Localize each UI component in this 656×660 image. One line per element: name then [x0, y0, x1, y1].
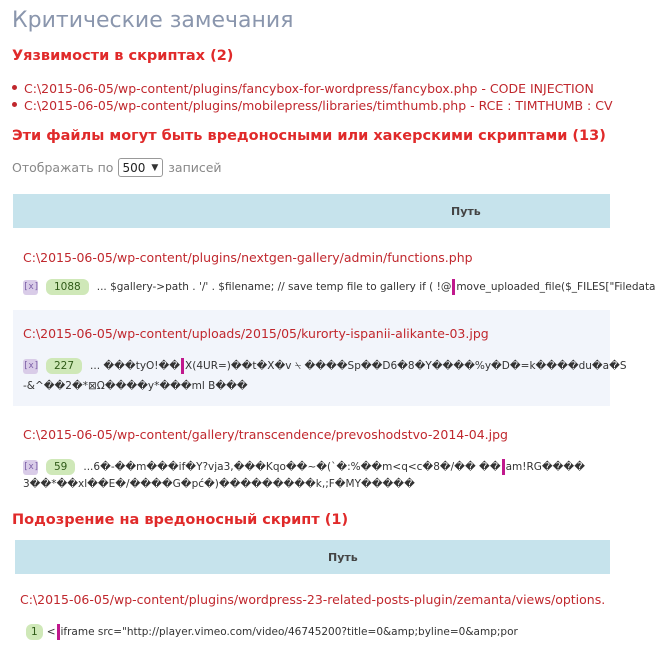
show-suffix-label: записей — [168, 160, 222, 175]
file-path-link[interactable]: C:\2015-06-05/wp-content/uploads/2015/05/kurorty-ispanii-alikante-03.jpg — [23, 326, 489, 341]
code-text: < — [46, 626, 56, 638]
vulnerability-item[interactable]: C:\2015-06-05/wp-content/plugins/fancybox-for-wordpress/fancybox.php - CODE INJECTION — [12, 80, 610, 97]
code-snippet — [26, 622, 518, 642]
code-snippet — [23, 277, 656, 297]
bullet-icon — [12, 102, 17, 107]
line-number-badge[interactable]: 59 — [46, 459, 75, 475]
code-match-text: am!RG���� — [505, 461, 585, 473]
vulnerability-item[interactable]: C:\2015-06-05/wp-content/plugins/mobilepress/libraries/timthumb.php - RCE : TIMTHUMB : CV — [12, 97, 610, 114]
code-text-continued: -&^��2�*⊠Ω����y*���ml B��� — [23, 380, 248, 392]
chevron-down-icon: ▼ — [151, 162, 159, 173]
match-marker — [57, 624, 60, 640]
code-snippet — [23, 457, 585, 477]
match-marker — [181, 358, 184, 374]
show-prefix-label: Отображать по — [12, 160, 114, 175]
code-text: ... $gallery->path . '/' . $filename; // save temp file to gallery if ( !@ — [96, 281, 452, 293]
table-row — [13, 310, 627, 406]
delete-icon[interactable]: [x] — [23, 460, 38, 475]
code-snippet — [23, 356, 627, 376]
vulnerabilities-heading: Уязвимости в скриптах (2) — [12, 48, 234, 64]
code-text: ...6�-��m���if�Y?vja3,���Kqo��~�(`�:%��m<q<c�8�/�� �� — [83, 461, 501, 473]
code-match-text: iframe src="http://player.vimeo.com/video/46745200?title=0&amp;byline=0&amp;por — [60, 626, 518, 638]
code-match-text: X(4UR=)��t�X�v ⍀ ����Sp��D6�8�Y����%y�D�=k����du�a�S — [185, 359, 627, 372]
suspicious-script-heading: Подозрение на вредоносный скрипт (1) — [12, 512, 349, 528]
code-text: ... ���tyO!�� — [90, 360, 181, 372]
page-title: Критические замечания — [12, 8, 294, 33]
delete-icon[interactable]: [x] — [23, 280, 38, 295]
malicious-table-header[interactable] — [13, 194, 610, 228]
table-row — [13, 580, 610, 660]
file-path-link[interactable]: C:\2015-06-05/wp-content/plugins/wordpress-23-related-posts-plugin/zemanta/views/options. — [20, 592, 606, 607]
column-header-path[interactable]: Путь — [328, 551, 358, 564]
table-row — [13, 238, 656, 308]
line-number-badge[interactable]: 1088 — [46, 279, 89, 295]
line-number-badge[interactable]: 1 — [26, 624, 43, 640]
malicious-files-heading: Эти файлы могут быть вредоносными или хакерскими скриптами (13) — [12, 128, 606, 144]
code-match-text: move_uploaded_file($_FILES["Filedata — [456, 281, 656, 293]
vulnerability-list — [12, 80, 613, 114]
bullet-icon — [12, 85, 17, 90]
delete-icon[interactable]: [x] — [23, 359, 38, 374]
suspicious-table-header[interactable] — [15, 540, 610, 574]
code-text-continued: 3��*��xl��E�/����G�pć�)���������k,;F�MY����� — [23, 478, 415, 490]
line-number-badge[interactable]: 227 — [46, 358, 82, 374]
page-size-control — [12, 158, 222, 177]
file-path-link[interactable]: C:\2015-06-05/wp-content/gallery/transcendence/prevoshodstvo-2014-04.jpg — [23, 427, 508, 442]
column-header-path[interactable]: Путь — [451, 205, 481, 218]
match-marker — [502, 459, 505, 475]
match-marker — [452, 279, 455, 295]
file-path-link[interactable]: C:\2015-06-05/wp-content/plugins/nextgen-gallery/admin/functions.php — [23, 250, 473, 265]
page-size-select[interactable]: 500 ▼ — [118, 158, 163, 177]
table-row — [13, 412, 610, 508]
